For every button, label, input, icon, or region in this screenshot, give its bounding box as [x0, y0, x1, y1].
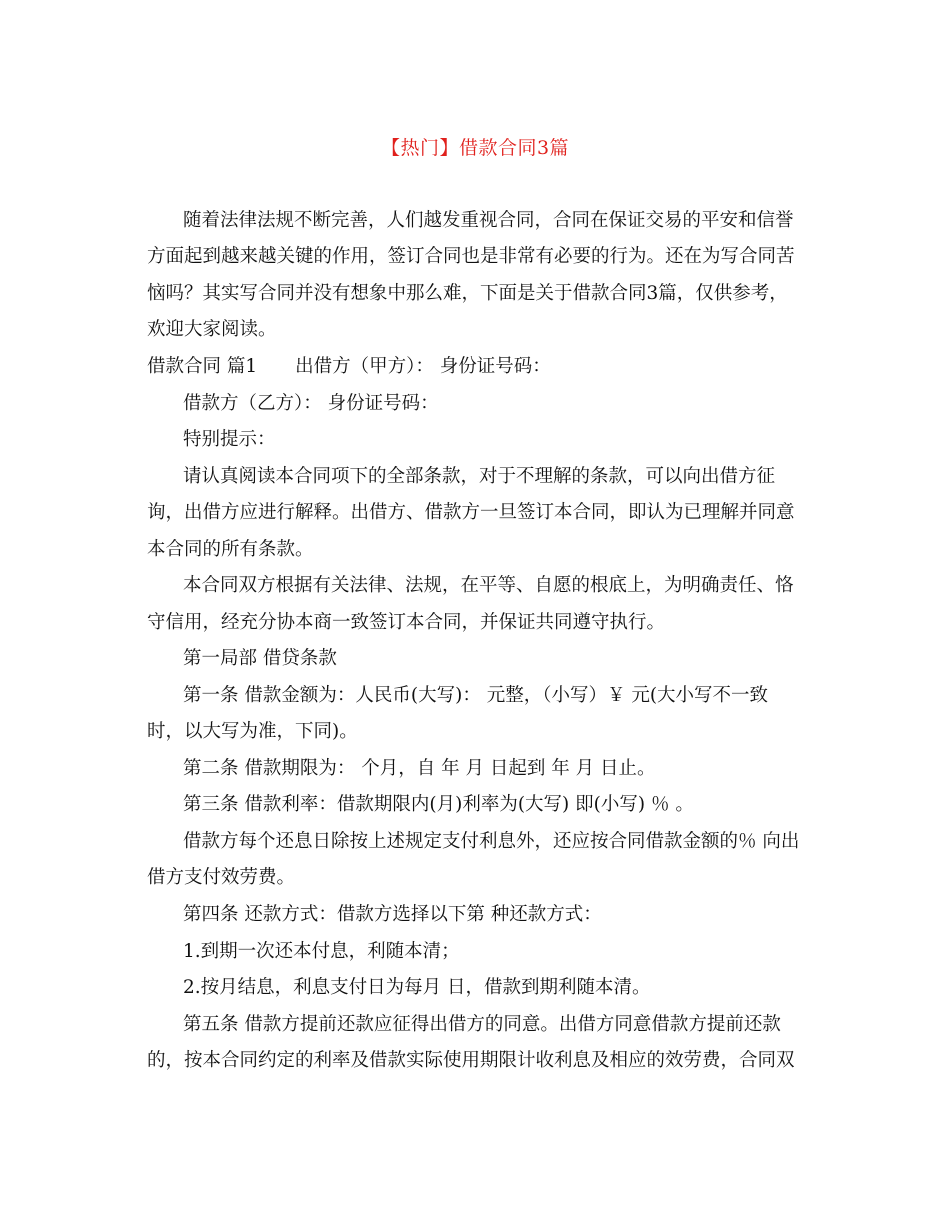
section-heading: 借款合同 篇1 [147, 356, 258, 377]
article1-line: 时，以大写为准，下同)。 [147, 721, 358, 742]
article1-line: 第一条 借款金额为：人民币(大写)： 元整，（小写）￥ 元(大小写不一致 [183, 685, 769, 706]
intro-line: 欢迎大家阅读。 [147, 319, 277, 340]
lender-line: 出借方（甲方）： 身份证号码： [295, 356, 551, 377]
part-one-heading: 第一局部 借贷条款 [183, 648, 337, 669]
special-notice: 特别提示： [183, 429, 276, 450]
article5-line: 第五条 借款方提前还款应征得出借方的同意。出借方同意借款方提前还款 [183, 1014, 781, 1035]
service-fee-line: 借款方每个还息日除按上述规定支付利息外，还应按合同借款金额的％ 向出 [183, 831, 800, 852]
intro-line: 方面起到越来越关键的作用，签订合同也是非常有必要的行为。还在为写合同苦 [147, 246, 795, 267]
borrower-line: 借款方（乙方）： 身份证号码： [183, 393, 439, 414]
intro-line: 恼吗？其实写合同并没有想象中那么难，下面是关于借款合同3篇，仅供参考， [147, 283, 788, 304]
article2-line: 第二条 借款期限为： 个月，自 年 月 日起到 年 月 日止。 [183, 758, 656, 779]
service-fee-line: 借方支付效劳费。 [147, 867, 296, 888]
notice-line: 询，出借方应进行解释。出借方、借款方一旦签订本合同，即认为已理解并同意 [147, 502, 795, 523]
principle-line: 本合同双方根据有关法律、法规，在平等、自愿的根底上，为明确责任、恪 [183, 575, 794, 596]
intro-line: 随着法律法规不断完善，人们越发重视合同，合同在保证交易的平安和信誉 [183, 210, 794, 231]
option1-line: 1.到期一次还本付息，利随本清； [183, 941, 460, 962]
article4-line: 第四条 还款方式：借款方选择以下第 种还款方式： [183, 904, 602, 925]
notice-line: 请认真阅读本合同项下的全部条款，对于不理解的条款，可以向出借方征 [183, 466, 776, 487]
article3-line: 第三条 借款利率：借款期限内(月)利率为(大写) 即(小写) ％ 。 [183, 794, 694, 815]
article5-line: 的，按本合同约定的利率及借款实际使用期限计收利息及相应的效劳费，合同双 [147, 1050, 795, 1071]
principle-line: 守信用，经充分协本商一致签订本合同，并保证共同遵守执行。 [147, 612, 666, 633]
document-title: 【热门】借款合同3篇 [380, 137, 570, 159]
notice-line: 本合同的所有条款。 [147, 539, 314, 560]
option2-line: 2.按月结息，利息支付日为每月 日，借款到期利随本清。 [183, 977, 651, 998]
section-heading-row [147, 355, 551, 379]
